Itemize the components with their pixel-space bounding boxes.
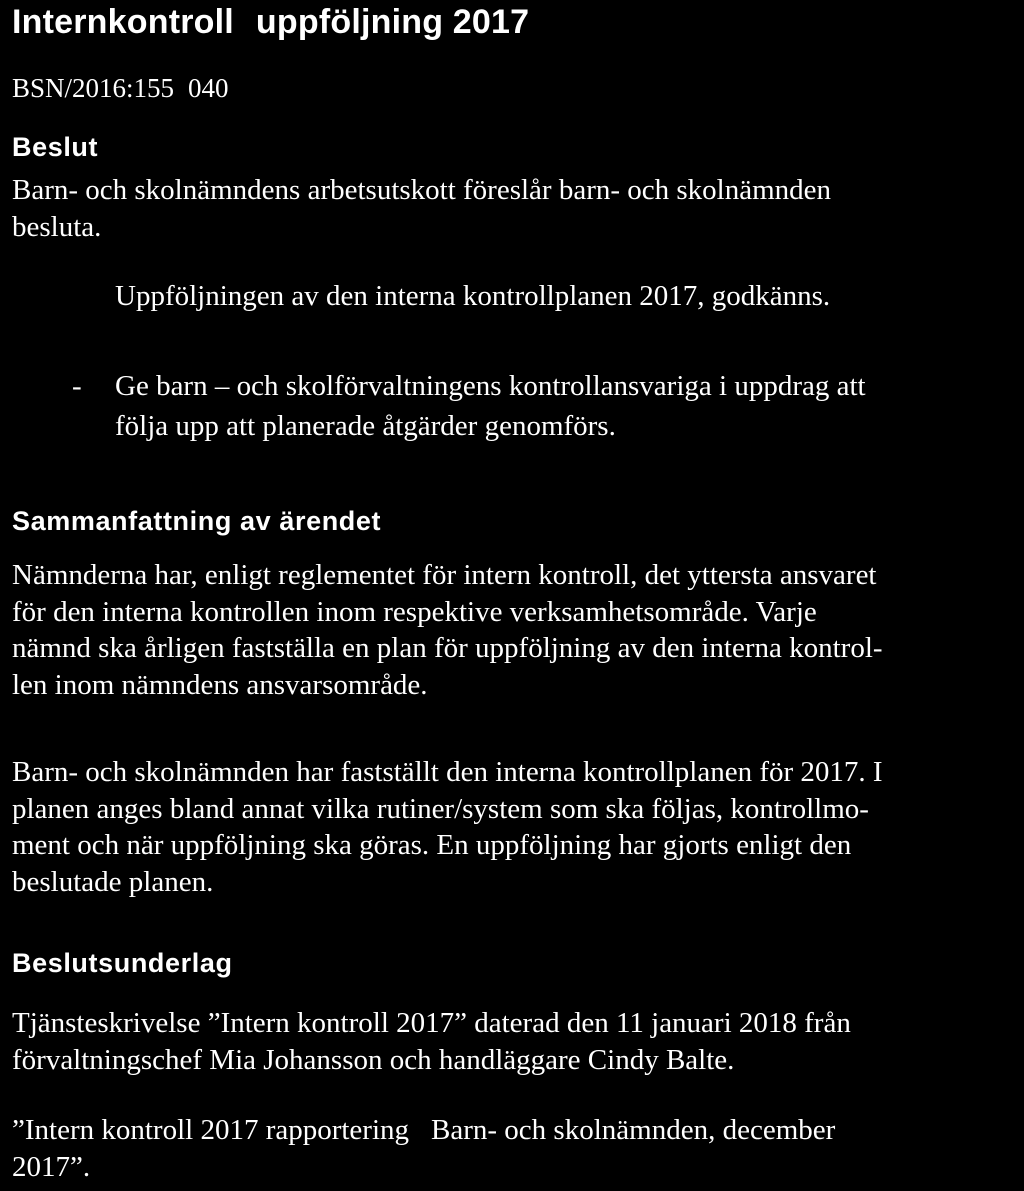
text-line: planen anges bland annat vilka rutiner/system som ska följas, kontrollmo- <box>12 792 869 825</box>
sammanfattning-paragraph-2 <box>12 754 1016 900</box>
text-line: len inom nämndens ansvarsområde. <box>12 668 428 701</box>
text-line: Nämnderna har, enligt reglementet för intern kontroll, det yttersta ansvaret <box>12 559 877 591</box>
reference-number <box>12 70 229 106</box>
text-line: besluta. <box>12 210 102 243</box>
text-line: Barn- och skolnämndens arbetsutskott föreslår barn- och skolnämnden <box>12 174 832 206</box>
report-title: ”Intern kontroll 2017 rapportering <box>12 1114 410 1146</box>
beslut-intro <box>12 172 1016 245</box>
case-code: 040 <box>188 73 229 103</box>
heading-beslutsunderlag: Beslutsunderlag <box>12 948 233 978</box>
beslut-item-2-line-2: följa upp att planerade åtgärder genomförs. <box>115 410 616 442</box>
beslut-item-1: Uppföljningen av den interna kontrollplanen 2017, godkänns. <box>115 280 831 312</box>
beslutsunderlag-paragraph-2 <box>12 1112 1016 1185</box>
title-part-1: Internkontroll <box>12 3 234 41</box>
title-part-2: uppföljning 2017 <box>255 3 530 41</box>
page-title <box>12 0 529 44</box>
text-line: Tjänsteskrivelse ”Intern kontroll 2017” daterad den 11 januari 2018 från <box>12 1007 851 1039</box>
text-line: beslutade planen. <box>12 865 214 898</box>
bullet-dash: - <box>72 370 82 402</box>
beslutsunderlag-paragraph-1 <box>12 1005 1016 1078</box>
sammanfattning-paragraph-1 <box>12 557 1016 703</box>
text-line <box>12 1112 1016 1149</box>
text-line: för den interna kontrollen inom respektive verksamhetsområde. Varje <box>12 595 817 628</box>
case-number: BSN/2016:155 <box>12 73 175 103</box>
text-line: förvaltningschef Mia Johansson och handläggare Cindy Balte. <box>12 1043 735 1076</box>
beslut-item-2-line-1: Ge barn – och skolförvaltningens kontrollansvariga i uppdrag att <box>115 370 866 402</box>
report-owner: Barn- och skolnämnden, december <box>431 1114 836 1146</box>
text-line: Barn- och skolnämnden har fastställt den interna kontrollplanen för 2017. I <box>12 756 883 788</box>
text-line: 2017”. <box>12 1150 91 1183</box>
heading-sammanfattning: Sammanfattning av ärendet <box>12 506 382 536</box>
text-line: nämnd ska årligen fastställa en plan för uppföljning av den interna kontrol- <box>12 632 883 664</box>
heading-beslut: Beslut <box>12 132 99 162</box>
text-line: ment och när uppföljning ska göras. En uppföljning har gjorts enligt den <box>12 829 852 861</box>
